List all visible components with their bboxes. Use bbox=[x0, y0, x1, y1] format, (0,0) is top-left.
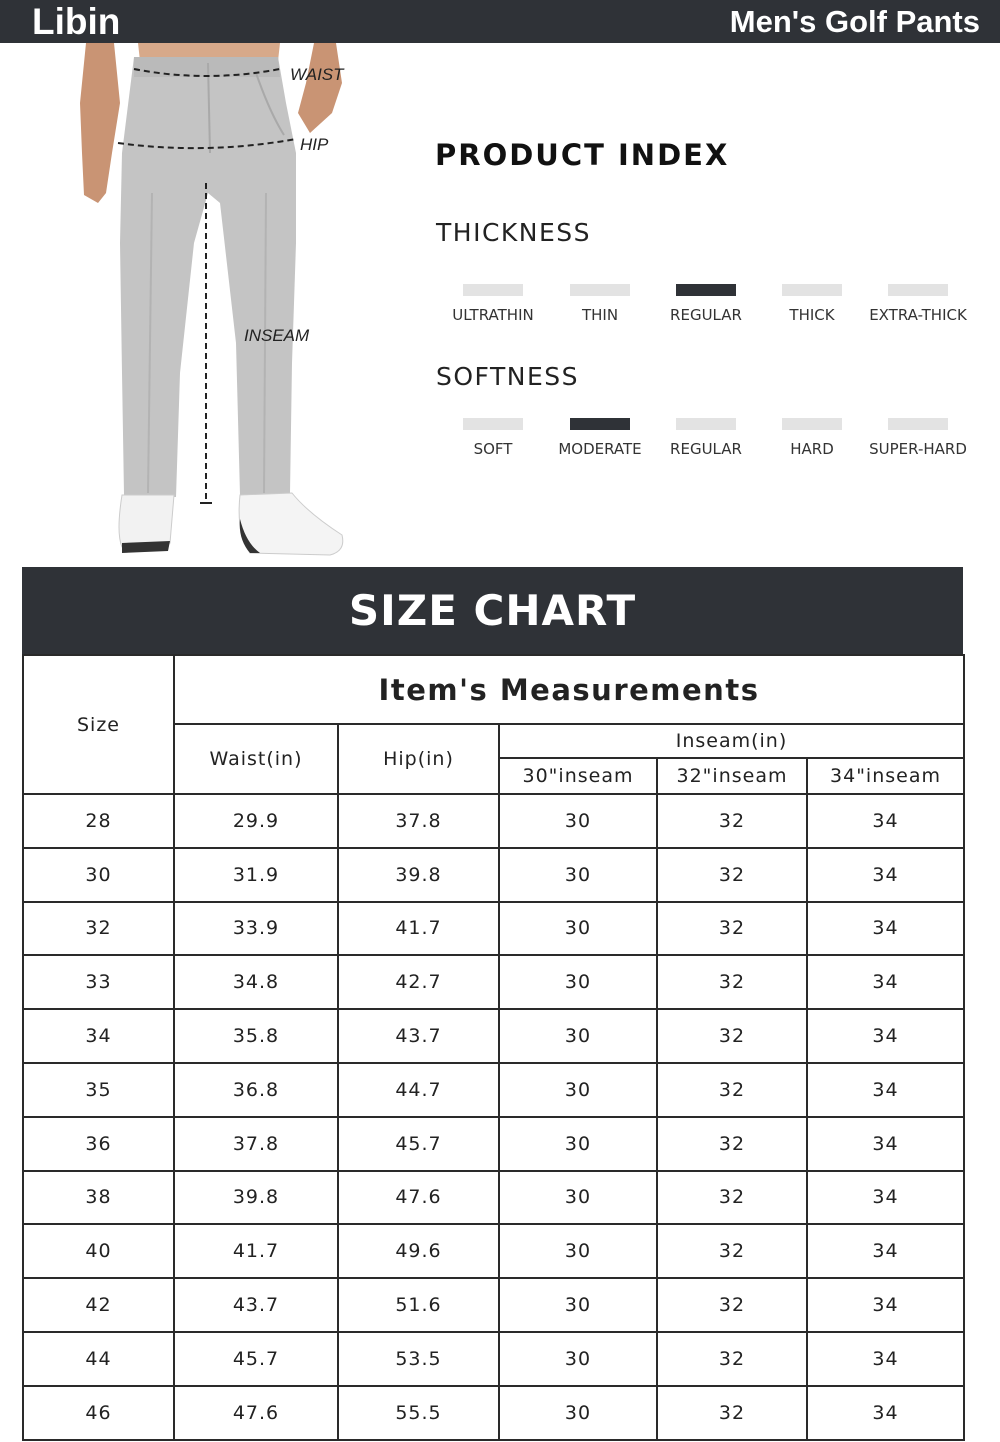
thickness-title: THICKNESS bbox=[436, 218, 592, 247]
size-cell: 32 bbox=[23, 902, 174, 956]
softness-title: SOFTNESS bbox=[436, 362, 579, 391]
inseam-30-cell: 30 bbox=[499, 902, 657, 956]
thickness-level-label: THIN bbox=[581, 306, 619, 324]
thickness-level-label: THICK bbox=[789, 306, 835, 324]
inseam-34-cell: 34 bbox=[807, 794, 964, 848]
softness-level-super-hard bbox=[862, 418, 974, 458]
softness-scale bbox=[437, 418, 972, 468]
table-row bbox=[23, 848, 964, 902]
size-cell: 44 bbox=[23, 1332, 174, 1386]
waist-cell: 43.7 bbox=[174, 1278, 338, 1332]
softness-level-hard bbox=[756, 418, 868, 458]
inseam-34-header: 34"inseam bbox=[807, 758, 964, 794]
product-name: Men's Golf Pants bbox=[729, 4, 980, 39]
thickness-level-ultrathin bbox=[437, 284, 549, 324]
inseam-32-cell: 32 bbox=[657, 1332, 807, 1386]
inseam-30-cell: 30 bbox=[499, 1117, 657, 1171]
hip-cell: 47.6 bbox=[338, 1171, 499, 1225]
softness-level-moderate bbox=[544, 418, 656, 458]
size-cell: 36 bbox=[23, 1117, 174, 1171]
thickness-level-regular bbox=[650, 284, 762, 324]
size-chart-header bbox=[22, 567, 963, 655]
waist-cell: 41.7 bbox=[174, 1224, 338, 1278]
inseam-34-cell: 34 bbox=[807, 1332, 964, 1386]
softness-bar bbox=[676, 418, 736, 430]
hip-cell: 53.5 bbox=[338, 1332, 499, 1386]
size-cell: 35 bbox=[23, 1063, 174, 1117]
softness-level-regular bbox=[650, 418, 762, 458]
hip-cell: 55.5 bbox=[338, 1386, 499, 1440]
inseam-34-cell: 34 bbox=[807, 1386, 964, 1440]
product-index-title: PRODUCT INDEX bbox=[435, 138, 730, 172]
waist-cell: 31.9 bbox=[174, 848, 338, 902]
size-chart-title: SIZE CHART bbox=[348, 586, 637, 635]
thickness-bar bbox=[782, 284, 842, 296]
inseam-32-cell: 32 bbox=[657, 902, 807, 956]
thickness-level-label: ULTRATHIN bbox=[452, 306, 534, 324]
hip-header: Hip(in) bbox=[338, 724, 499, 794]
thickness-level-thin bbox=[544, 284, 656, 324]
pants-model-image bbox=[60, 43, 380, 563]
thickness-bar-selected bbox=[676, 284, 736, 296]
size-chart-table bbox=[22, 654, 965, 1441]
inseam-34-cell: 34 bbox=[807, 1063, 964, 1117]
pants-measurement-illustration bbox=[60, 43, 380, 563]
thickness-level-extra-thick bbox=[862, 284, 974, 324]
hip-cell: 43.7 bbox=[338, 1009, 499, 1063]
inseam-label: INSEAM bbox=[244, 326, 310, 345]
inseam-34-cell: 34 bbox=[807, 1117, 964, 1171]
waist-header: Waist(in) bbox=[174, 724, 338, 794]
waist-cell: 33.9 bbox=[174, 902, 338, 956]
inseam-32-cell: 32 bbox=[657, 1117, 807, 1171]
inseam-30-header: 30"inseam bbox=[499, 758, 657, 794]
inseam-34-cell: 34 bbox=[807, 902, 964, 956]
softness-bar bbox=[888, 418, 948, 430]
thickness-level-thick bbox=[756, 284, 868, 324]
size-cell: 28 bbox=[23, 794, 174, 848]
inseam-32-cell: 32 bbox=[657, 1009, 807, 1063]
hip-cell: 45.7 bbox=[338, 1117, 499, 1171]
waist-cell: 29.9 bbox=[174, 794, 338, 848]
waist-cell: 36.8 bbox=[174, 1063, 338, 1117]
softness-level-label: HARD bbox=[790, 440, 834, 458]
table-row bbox=[23, 1171, 964, 1225]
hip-cell: 42.7 bbox=[338, 955, 499, 1009]
thickness-bar bbox=[888, 284, 948, 296]
inseam-32-cell: 32 bbox=[657, 794, 807, 848]
inseam-30-cell: 30 bbox=[499, 1063, 657, 1117]
thickness-level-label: REGULAR bbox=[670, 306, 742, 324]
table-row bbox=[23, 1386, 964, 1440]
waist-cell: 39.8 bbox=[174, 1171, 338, 1225]
size-cell: 33 bbox=[23, 955, 174, 1009]
inseam-32-cell: 32 bbox=[657, 955, 807, 1009]
header-bar bbox=[0, 0, 1000, 43]
softness-level-label: REGULAR bbox=[670, 440, 742, 458]
inseam-30-cell: 30 bbox=[499, 848, 657, 902]
inseam-34-cell: 34 bbox=[807, 955, 964, 1009]
softness-bar bbox=[782, 418, 842, 430]
measurements-header: Item's Measurements bbox=[174, 655, 964, 724]
inseam-30-cell: 30 bbox=[499, 955, 657, 1009]
softness-bar-selected bbox=[570, 418, 630, 430]
waist-cell: 47.6 bbox=[174, 1386, 338, 1440]
size-cell: 38 bbox=[23, 1171, 174, 1225]
softness-bar bbox=[463, 418, 523, 430]
inseam-header: Inseam(in) bbox=[499, 724, 964, 758]
table-row bbox=[23, 1117, 964, 1171]
softness-level-label: MODERATE bbox=[558, 440, 642, 458]
inseam-32-cell: 32 bbox=[657, 848, 807, 902]
inseam-32-cell: 32 bbox=[657, 1224, 807, 1278]
size-chart-body bbox=[23, 794, 964, 1440]
inseam-32-cell: 32 bbox=[657, 1171, 807, 1225]
table-row bbox=[23, 1332, 964, 1386]
hip-label: HIP bbox=[300, 135, 329, 154]
size-cell: 30 bbox=[23, 848, 174, 902]
inseam-32-header: 32"inseam bbox=[657, 758, 807, 794]
thickness-bar bbox=[570, 284, 630, 296]
inseam-34-cell: 34 bbox=[807, 1224, 964, 1278]
inseam-30-cell: 30 bbox=[499, 1386, 657, 1440]
table-row bbox=[23, 1224, 964, 1278]
brand-name: Libin bbox=[32, 1, 121, 42]
hip-cell: 37.8 bbox=[338, 794, 499, 848]
thickness-bar bbox=[463, 284, 523, 296]
table-row bbox=[23, 955, 964, 1009]
table-row bbox=[23, 1009, 964, 1063]
hip-cell: 44.7 bbox=[338, 1063, 499, 1117]
table-row bbox=[23, 1278, 964, 1332]
hip-cell: 51.6 bbox=[338, 1278, 499, 1332]
waist-cell: 34.8 bbox=[174, 955, 338, 1009]
size-header: Size bbox=[23, 655, 174, 794]
size-cell: 42 bbox=[23, 1278, 174, 1332]
thickness-level-label: EXTRA-THICK bbox=[869, 306, 967, 324]
inseam-32-cell: 32 bbox=[657, 1278, 807, 1332]
softness-level-soft bbox=[437, 418, 549, 458]
waist-cell: 35.8 bbox=[174, 1009, 338, 1063]
softness-level-label: SOFT bbox=[473, 440, 513, 458]
inseam-32-cell: 32 bbox=[657, 1063, 807, 1117]
inseam-34-cell: 34 bbox=[807, 1171, 964, 1225]
inseam-30-cell: 30 bbox=[499, 1009, 657, 1063]
size-cell: 34 bbox=[23, 1009, 174, 1063]
inseam-30-cell: 30 bbox=[499, 1171, 657, 1225]
size-cell: 46 bbox=[23, 1386, 174, 1440]
waist-cell: 37.8 bbox=[174, 1117, 338, 1171]
table-row bbox=[23, 794, 964, 848]
size-cell: 40 bbox=[23, 1224, 174, 1278]
hip-cell: 39.8 bbox=[338, 848, 499, 902]
hip-cell: 49.6 bbox=[338, 1224, 499, 1278]
waist-label: WAIST bbox=[290, 65, 344, 84]
inseam-32-cell: 32 bbox=[657, 1386, 807, 1440]
inseam-30-cell: 30 bbox=[499, 1278, 657, 1332]
hip-cell: 41.7 bbox=[338, 902, 499, 956]
inseam-30-cell: 30 bbox=[499, 1224, 657, 1278]
inseam-34-cell: 34 bbox=[807, 848, 964, 902]
table-row bbox=[23, 1063, 964, 1117]
inseam-34-cell: 34 bbox=[807, 1009, 964, 1063]
waist-cell: 45.7 bbox=[174, 1332, 338, 1386]
thickness-scale bbox=[437, 284, 972, 334]
table-row bbox=[23, 902, 964, 956]
inseam-30-cell: 30 bbox=[499, 794, 657, 848]
softness-level-label: SUPER-HARD bbox=[869, 440, 967, 458]
inseam-34-cell: 34 bbox=[807, 1278, 964, 1332]
inseam-30-cell: 30 bbox=[499, 1332, 657, 1386]
